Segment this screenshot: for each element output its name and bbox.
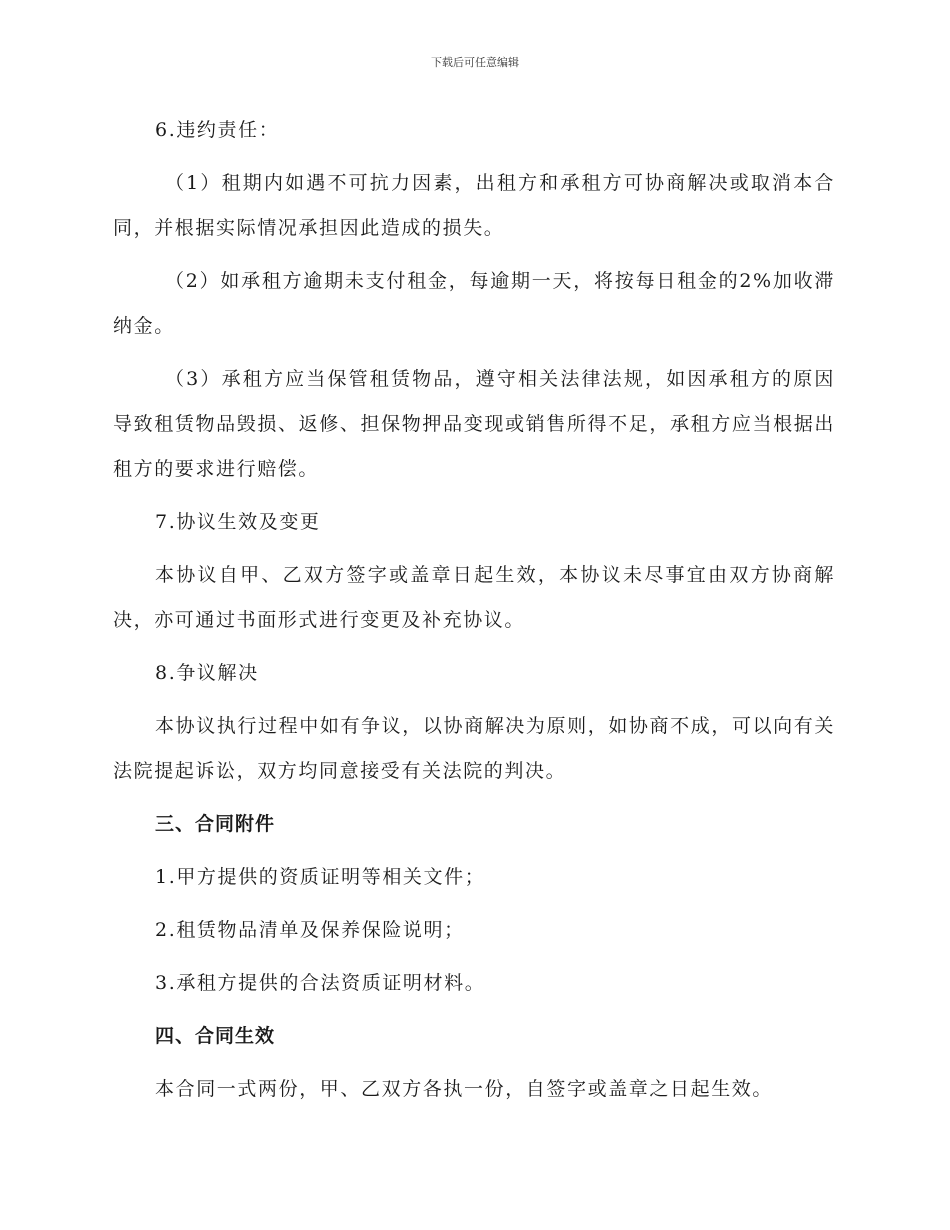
section-3-heading: 三、合同附件 xyxy=(155,813,276,835)
clause-8-title: 8.争议解决 xyxy=(155,662,259,684)
clause-7-title: 7.协议生效及变更 xyxy=(155,511,321,533)
section-4-heading: 四、合同生效 xyxy=(155,1025,276,1047)
clause-6-item-1: （1）租期内如遇不可抗力因素，出租方和承租方可协商解决或取消本合同，并根据实际情况承担因此造成的损失。 xyxy=(113,172,835,239)
clause-8-body: 本协议执行过程中如有争议，以协商解决为原则，如协商不成，可以向有关法院提起诉讼，双方均同意接受有关法院的判决。 xyxy=(113,715,835,782)
clause-7-body: 本协议自甲、乙双方签字或盖章日起生效，本协议未尽事宜由双方协商解决，亦可通过书面形式进行变更及补充协议。 xyxy=(113,564,835,631)
clause-6-item-2: （2）如承租方逾期未支付租金，每逾期一天，将按每日租金的2%加收滞纳金。 xyxy=(113,270,835,337)
section-4-body: 本合同一式两份，甲、乙双方各执一份，自签字或盖章之日起生效。 xyxy=(155,1078,774,1100)
clause-6-item-3: （3）承租方应当保管租赁物品，遵守相关法律法规，如因承租方的原因导致租赁物品毁损、返修、担保物押品变现或销售所得不足，承租方应当根据出租方的要求进行赔偿。 xyxy=(113,368,835,480)
document-body xyxy=(113,108,835,1120)
header-note: 下载后可任意编辑 xyxy=(431,56,519,69)
attachment-item: 2.租赁物品清单及保养保险说明； xyxy=(155,919,465,941)
clause-6-title: 6.违约责任： xyxy=(155,119,280,141)
attachment-item: 3.承租方提供的合法资质证明材料。 xyxy=(155,972,486,994)
attachment-item: 1.甲方提供的资质证明等相关文件； xyxy=(155,866,486,888)
